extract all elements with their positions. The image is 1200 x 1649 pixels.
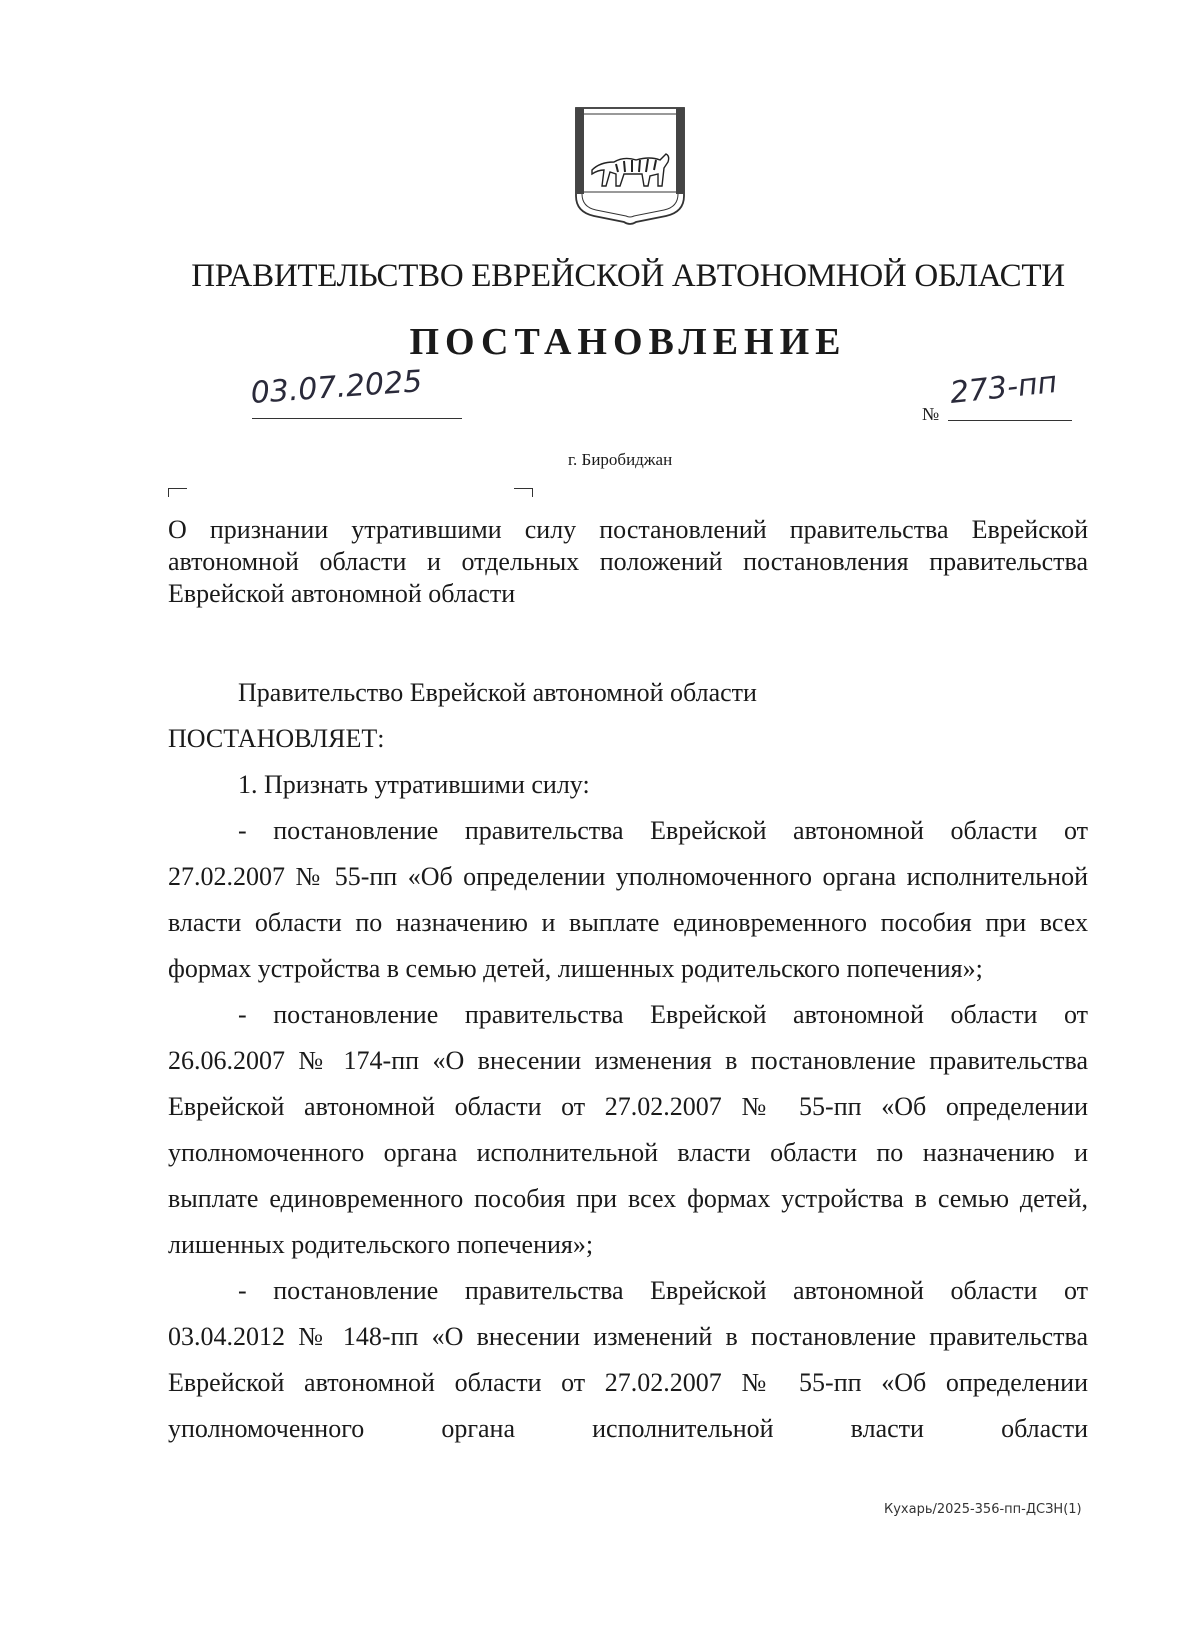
- subject-bracket-right: [514, 488, 533, 497]
- government-title: ПРАВИТЕЛЬСТВО ЕВРЕЙСКОЙ АВТОНОМНОЙ ОБЛАСТИ: [191, 258, 1065, 294]
- document-type-title: ПОСТАНОВЛЕНИЕ: [409, 321, 847, 363]
- list-item: - постановление правительства Еврейской автономной области от 27.02.2007 № 55-пп «Об определении уполномоченного органа исполнительной власти области по назначению и выплате единовременного пособия при всех формах устройства в семью детей, лишенных родительского попечения»;: [168, 816, 1088, 983]
- coat-of-arms-tiger-icon: [570, 104, 690, 232]
- registration-number: 273-пп: [948, 364, 1059, 411]
- city-name: г. Биробиджан: [568, 450, 673, 469]
- registration-date: 03.07.2025: [249, 364, 424, 411]
- subject-bracket-left: [168, 488, 187, 497]
- decree-word: ПОСТАНОВЛЯЕТ:: [168, 724, 385, 753]
- list-item: - постановление правительства Еврейской автономной области от 26.06.2007 № 174-пп «О внесении изменения в постановление правительства Еврейской автономной области от 27.02.2007 № 55-пп «Об определении уполномоченного органа исполнительной власти области по назначению и выплате единовременного пособия при всех формах устройства в семью детей, лишенных родительского попечения»;: [168, 1000, 1088, 1259]
- footer-document-code: Кухарь/2025-356-пп-ДСЗН(1): [884, 1502, 1082, 1517]
- list-item: - постановление правительства Еврейской автономной области от 03.04.2012 № 148-пп «О внесении изменений в постановление правительства Еврейской автономной области от 27.02.2007 № 55-пп «Об определении уполномоченного органа исполнительной власти области: [168, 1276, 1088, 1443]
- number-label: №: [922, 404, 940, 424]
- document-body: [168, 670, 1088, 1452]
- document-subject: О признании утратившими силу постановлений правительства Еврейской автономной области и отдельных положений постановления правительства Еврейской автономной области: [168, 515, 1088, 608]
- number-underline: [948, 420, 1072, 421]
- preamble: Правительство Еврейской автономной области: [238, 678, 757, 707]
- date-underline: [252, 418, 462, 419]
- point-1: 1. Признать утратившими силу:: [238, 770, 590, 799]
